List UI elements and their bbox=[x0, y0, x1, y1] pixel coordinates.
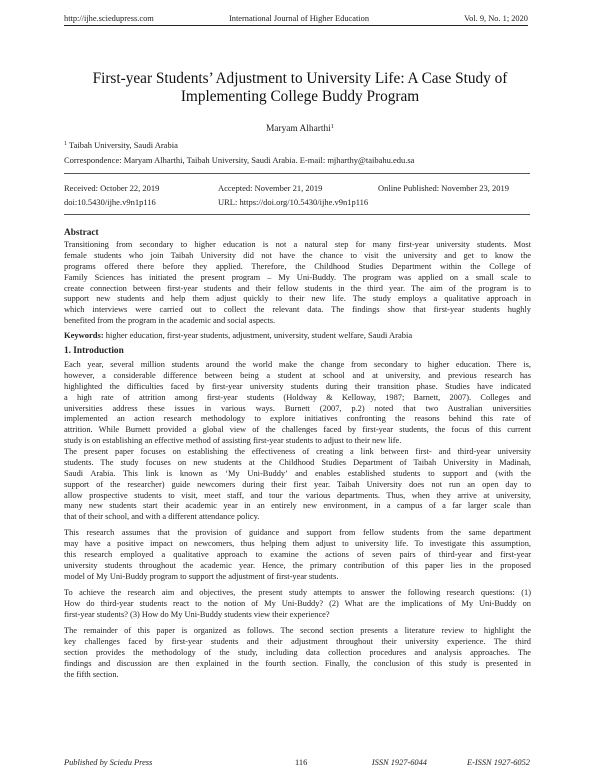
author-name: Maryam Alharthi bbox=[265, 124, 331, 134]
text-line: first-year students? (3) How do My Uni-Buddy students view their experience? bbox=[64, 609, 330, 619]
text-line: university students throughout the academic year. Hence, the primary contribution of this paper lies in the proposed bbox=[64, 560, 531, 570]
paragraph bbox=[64, 528, 531, 582]
text-line: universities address these issues in various ways. Burnett (2007, p.2) noted that two Australian universities bbox=[64, 403, 531, 413]
text-line: may have a positive impact on newcomers, thus helping them adjust to university life. To investigate this assumption, bbox=[64, 538, 531, 548]
text-line: support new students and help them adjust quickly to their new life. The study employs a qualitative approach in bbox=[64, 294, 531, 304]
text-line: students. The study focuses on new students at the Childhood Studies Department of Taibah University in Madinah, bbox=[64, 457, 531, 467]
accepted-date: Accepted: November 21, 2019 bbox=[218, 183, 323, 193]
text-line: The remainder of this paper is organized as follows. The second section presents a literature review to highlight the bbox=[64, 626, 531, 635]
text-line: however, a considerable difference between being a student at school and at university, and previous research has bbox=[64, 370, 531, 380]
title-line: Implementing College Buddy Program bbox=[180, 88, 420, 105]
affiliation-text: Taibah University, Saudi Arabia bbox=[68, 140, 178, 150]
divider bbox=[64, 214, 530, 215]
running-header bbox=[64, 13, 528, 26]
text-line: the fifth section. bbox=[64, 669, 119, 679]
article-title bbox=[64, 70, 536, 106]
text-line: a high rate of attrition among first-year students (Holdway & Kelloway, 1987; Barnett, 2007). Colleges and bbox=[64, 392, 531, 402]
text-line: section provides the methodology of the study, including data collection procedures and analysis approaches. The bbox=[64, 647, 531, 657]
eissn: E-ISSN 1927-6052 bbox=[466, 758, 530, 767]
paragraph bbox=[64, 626, 531, 680]
text-line: attrition. While Burnett provided a global view of the challenges faced by first-year students, the focus of this current bbox=[64, 425, 531, 435]
paragraph bbox=[64, 588, 531, 621]
keywords-text: higher education, first-year students, adjustment, university, student welfare, Saudi Arabia bbox=[105, 330, 413, 340]
text-line: create connection between first-year students and their fellow students in the third year. The aim of the program is to bbox=[64, 283, 531, 293]
text-line: key challenges faced by first-year students and their adjustment throughout their university experience. The third bbox=[64, 636, 531, 646]
text-line: study is on establishing an effective method of assisting first-year students to adjust to their new life. bbox=[64, 436, 402, 446]
text-line: implemented an action research methodology to explore initiatives confronting the reasons behind this rate of bbox=[64, 414, 531, 424]
title-line: First-year Students’ Adjustment to University Life: A Case Study of bbox=[92, 70, 508, 87]
paragraph bbox=[64, 360, 531, 447]
received-date: Received: October 22, 2019 bbox=[64, 183, 160, 193]
abstract-text bbox=[64, 240, 531, 327]
divider bbox=[64, 173, 530, 174]
author-line bbox=[64, 121, 536, 135]
published-date: Online Published: November 23, 2019 bbox=[378, 183, 510, 193]
journal-url[interactable]: http://ijhe.sciedupress.com bbox=[64, 14, 154, 23]
text-line: this research employed a qualitative approach to examine the actions of seven pairs of third-year and first-year bbox=[64, 549, 531, 559]
page-number: 116 bbox=[295, 758, 308, 767]
doi-url[interactable]: URL: https://doi.org/10.5430/ijhe.v9n1p116 bbox=[218, 197, 369, 207]
text-line: Each year, several million students around the world make the change from secondary to higher education. There is, bbox=[64, 360, 531, 369]
text-line: How do third-year students react to the notion of My Uni-Buddy? (2) What are the implications of My Uni-Buddy on bbox=[64, 598, 531, 608]
text-line: which interviews were carried out to collect the relevant data. The findings show that first-year students hughly bbox=[64, 305, 531, 315]
volume-info: Vol. 9, No. 1; 2020 bbox=[464, 14, 528, 23]
text-line: findings and discussion are then explained in the fourth section. Finally, the conclusion of this study is presented in bbox=[64, 658, 531, 668]
author-affiliation-mark: 1 bbox=[330, 123, 335, 130]
text-line: support of the researcher) guide newcomers during their first year. Taibah University does not run an open day to bbox=[64, 479, 531, 489]
text-line: allow prospective students to visit, meet staff, and tour the various departments. Thus, when they arrive at university, bbox=[64, 490, 531, 500]
keywords-label: Keywords: bbox=[64, 330, 104, 340]
correspondence: Correspondence: Maryam Alharthi, Taibah University, Saudi Arabia. E-mail: mjharthy@taibahu.edu.sa bbox=[64, 155, 415, 165]
affiliation-mark: 1 bbox=[64, 141, 67, 147]
text-line: model of My Uni-Buddy program to support the adjustment of first-year students. bbox=[64, 571, 339, 581]
doi[interactable]: doi:10.5430/ijhe.v9n1p116 bbox=[64, 197, 156, 207]
keywords bbox=[64, 330, 412, 341]
section-heading-introduction: 1. Introduction bbox=[64, 346, 124, 356]
publisher: Published by Sciedu Press bbox=[64, 758, 153, 767]
text-line: This research assumes that the provision of guidance and support from fellow students from the same department bbox=[64, 528, 531, 537]
journal-name: International Journal of Higher Education bbox=[229, 14, 370, 23]
text-line: Family Sciences has initiated the present program – My Uni-Buddy. The program was applied on a small scale to bbox=[64, 272, 531, 282]
text-line: benefited from the program in the academic and social aspects. bbox=[64, 316, 276, 326]
text-line: female students who join Taibah University did not have the chance to visit the university and get to know the bbox=[64, 250, 531, 260]
abstract-heading: Abstract bbox=[64, 228, 99, 238]
paragraph bbox=[64, 447, 531, 523]
text-line: that of their school, and with a different attendance policy. bbox=[64, 512, 260, 522]
text-line: Transitioning from secondary to higher education is not a natural step for many first-year university students. Most bbox=[64, 240, 531, 249]
affiliation bbox=[64, 139, 178, 151]
text-line: To achieve the research aim and objectives, the present study attempts to answer the following research questions: (1) bbox=[64, 588, 531, 597]
text-line: highlighted the difficulties faced by first-year university students during their transition phase. Studies have indicated bbox=[64, 381, 531, 391]
text-line: programs offered there before they applied. Therefore, the Childhood Studies Department within the College of bbox=[64, 261, 531, 271]
text-line: Saudi Arabia. This link is known as ‘My Uni-Buddy’ and enables established students to support and (with the bbox=[64, 468, 531, 478]
text-line: many new students start their academic year in an entirely new environment, in a campus of a far larger scale than bbox=[64, 501, 531, 511]
issn: ISSN 1927-6044 bbox=[371, 758, 427, 767]
text-line: The present paper focuses on establishing the effectiveness of creating a link between first- and third-year university bbox=[64, 447, 531, 456]
